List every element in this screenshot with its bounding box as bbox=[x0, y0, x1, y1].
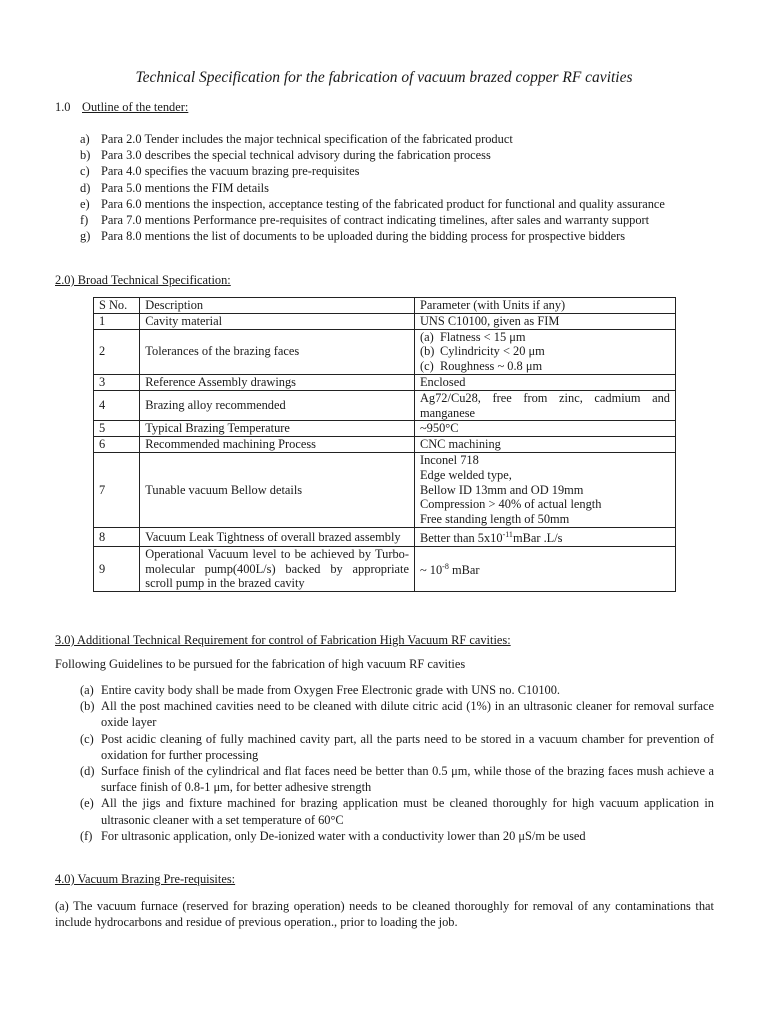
table-row bbox=[94, 437, 676, 453]
section2-heading: 2.0) Broad Technical Specification: bbox=[55, 273, 231, 287]
section1-number: 1.0 bbox=[55, 100, 71, 114]
list-item: (f) For ultrasonic application, only De-ionized water with a conductivity lower than 20 μS/m be used bbox=[80, 828, 586, 843]
table-row bbox=[94, 527, 676, 546]
cell-description: Tunable vacuum Bellow details bbox=[140, 452, 415, 527]
table-row bbox=[94, 452, 676, 527]
cell-description: Brazing alloy recommended bbox=[140, 390, 415, 421]
section3-list bbox=[80, 682, 714, 844]
cell-sno: 9 bbox=[94, 546, 140, 591]
cell-sno: 2 bbox=[94, 329, 140, 374]
list-item: e) Para 6.0 mentions the inspection, acceptance testing of the fabricated product for functional and quality assurance bbox=[80, 196, 665, 211]
cell-parameter: UNS C10100, given as FIM bbox=[414, 313, 675, 329]
table-row bbox=[94, 390, 676, 421]
list-item: (b) All the post machined cavities need to be cleaned with dilute citric acid (1%) in an ultrasonic cleaner for removal surface oxide layer bbox=[80, 699, 714, 730]
table-row bbox=[94, 374, 676, 390]
cell-description: Cavity material bbox=[140, 313, 415, 329]
list-item: d) Para 5.0 mentions the FIM details bbox=[80, 180, 269, 195]
section3-intro: Following Guidelines to be pursued for the fabrication of high vacuum RF cavities bbox=[55, 657, 466, 671]
list-item: g) Para 8.0 mentions the list of documents to be uploaded during the bidding process for prospective bidders bbox=[80, 229, 626, 244]
cell-description: Recommended machining Process bbox=[140, 437, 415, 453]
table-row bbox=[94, 546, 676, 591]
list-item: (d) Surface finish of the cylindrical and flat faces need be better than 0.5 μm, while those of the brazing faces mush achieve a surface finish of 0.8-1 μm, for better adhesive strength bbox=[80, 764, 714, 795]
list-item: a) Para 2.0 Tender includes the major technical specification of the fabricated product bbox=[80, 132, 513, 146]
cell-description: Typical Brazing Temperature bbox=[140, 421, 415, 437]
list-item: c) Para 4.0 specifies the vacuum brazing pre-requisites bbox=[80, 164, 360, 179]
cell-parameter: CNC machining bbox=[414, 437, 675, 453]
header-parameter: Parameter (with Units if any) bbox=[414, 298, 675, 314]
cell-parameter: Enclosed bbox=[414, 374, 675, 390]
cell-sno: 1 bbox=[94, 313, 140, 329]
header-description: Description bbox=[140, 298, 415, 314]
cell-parameter: Ag72/Cu28, free from zinc, cadmium and manganese bbox=[414, 390, 675, 421]
cell-description: Tolerances of the brazing faces bbox=[140, 329, 415, 374]
cell-parameter: ~950°C bbox=[414, 421, 675, 437]
section4-para-label: (a) bbox=[55, 899, 69, 913]
cell-sno: 7 bbox=[94, 452, 140, 527]
cell-parameter: ~ $10^{-8}$ mBar bbox=[414, 546, 675, 591]
list-item: f) Para 7.0 mentions Performance pre-requisites of contract indicating timelines, after sales and warranty support bbox=[80, 213, 650, 228]
table-row bbox=[94, 313, 676, 329]
spec-table bbox=[93, 297, 676, 592]
list-item: (c) Post acidic cleaning of fully machined cavity part, all the parts need to be stored in a vacuum chamber for prevention of oxidation for further processing bbox=[80, 731, 714, 762]
list-item: (e) All the jigs and fixture machined for brazing application must be cleaned thoroughly for high vacuum application in ultrasonic cleaner with a set temperature of 60°C bbox=[80, 796, 714, 827]
cell-sno: 3 bbox=[94, 374, 140, 390]
cell-sno: 8 bbox=[94, 527, 140, 546]
section4-para-text: The vacuum furnace (reserved for brazing operation) needs to be cleaned thoroughly for removal of any contaminations that include hydrocarbons and residue of previous operation., prior to loading the job. bbox=[55, 899, 714, 929]
table-row bbox=[94, 329, 676, 374]
header-sno: S No. bbox=[94, 298, 140, 314]
cell-parameter: (a) Flatness < 15 μm (b) Cylindricity < 20 μm (c) Roughness ~ 0.8 μm bbox=[414, 329, 675, 374]
section1-heading: Outline of the tender: bbox=[82, 100, 189, 114]
cell-description: Reference Assembly drawings bbox=[140, 374, 415, 390]
section1-list bbox=[80, 131, 714, 244]
section4-paragraph bbox=[55, 898, 714, 930]
cell-description: Operational Vacuum level to be achieved by Turbo-molecular pump(400L/s) backed by appropriate scroll pump in the brazed cavity bbox=[140, 546, 415, 591]
cell-description: Vacuum Leak Tightness of overall brazed assembly bbox=[140, 527, 415, 546]
cell-sno: 6 bbox=[94, 437, 140, 453]
table-header-row bbox=[94, 298, 676, 314]
cell-parameter: Inconel 718 Edge welded type, Bellow ID 13mm and OD 19mm Compression > 40% of actual length Free standing length of 50mm bbox=[414, 452, 675, 527]
list-item: b) Para 3.0 describes the special technical advisory during the fabrication process bbox=[80, 148, 491, 163]
document-title: Technical Specification for the fabrication of vacuum brazed copper RF cavities bbox=[135, 69, 633, 86]
table-row bbox=[94, 421, 676, 437]
cell-parameter: Better than $5x10^{-11}mBar$ .L/s bbox=[414, 527, 675, 546]
section4-heading: 4.0) Vacuum Brazing Pre-requisites: bbox=[55, 872, 236, 886]
section3-heading: 3.0) Additional Technical Requirement for control of Fabrication High Vacuum RF cavities: bbox=[55, 633, 511, 647]
cell-sno: 4 bbox=[94, 390, 140, 421]
cell-sno: 5 bbox=[94, 421, 140, 437]
list-item: (a) Entire cavity body shall be made from Oxygen Free Electronic grade with UNS no. C10100. bbox=[80, 683, 561, 697]
